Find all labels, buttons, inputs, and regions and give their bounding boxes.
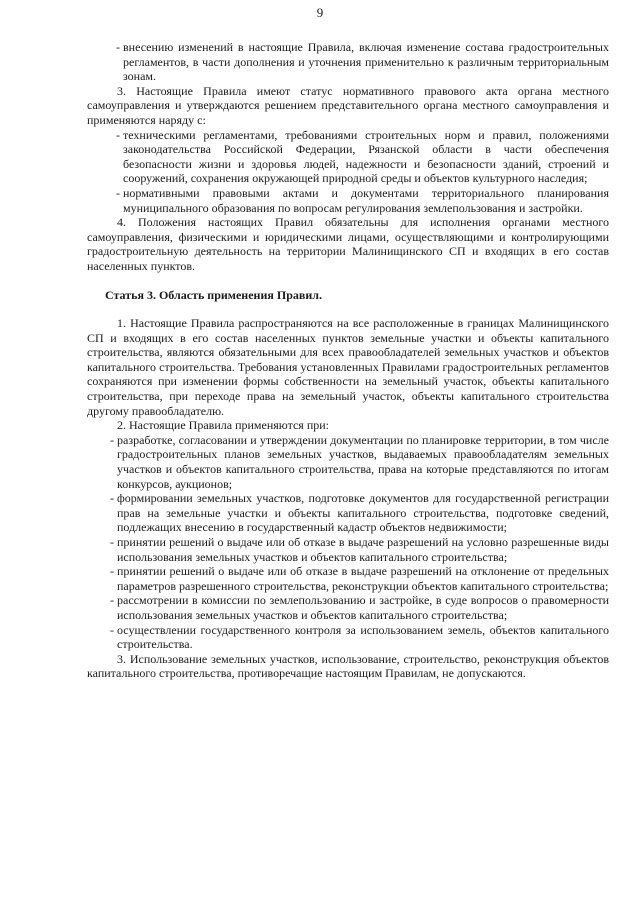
list-item: - формировании земельных участков, подготовке документов для государственной регистрации прав на земельные участки и объекты капитального строительства, подготовке сведений, подлежащих внесению в государственный кадастр объектов недвижимости; xyxy=(87,491,609,535)
list-item: - разработке, согласовании и утверждении документации по планировке территории, в том числе градостроительных планов земельных участков, выдаваемых правообладателям земельных участков и объектов капитального строительства, права на которые представляются по итогам конкурсов, аукционов; xyxy=(87,433,609,491)
list-item: - рассмотрении в комиссии по землепользованию и застройке, в суде вопросов о правомерности использования земельных участков и объектов капитального строительства; xyxy=(87,593,609,622)
list-item: - принятии решений о выдаче или об отказе в выдаче разрешений на условно разрешенные виды использования земельных участков и объектов капитального строительства; xyxy=(87,535,609,564)
paragraph: 3. Настоящие Правила имеют статус нормативного правового акта органа местного самоуправления и утверждаются решением представительного органа местного самоуправления и применяются наряду с: xyxy=(87,83,609,127)
paragraph: 2. Настоящие Правила применяются при: xyxy=(117,418,330,433)
list-item: - нормативными правовыми актами и документами территориального планирования муниципального образования по вопросам регулирования землепользования и застройки. xyxy=(87,186,609,215)
list-item: - принятии решений о выдаче или об отказе в выдаче разрешений на отклонение от предельных параметров разрешенного строительства, реконструкции объектов капитального строительства; xyxy=(87,564,609,593)
list-item: - внесению изменений в настоящие Правила, включая изменение состава градостроительных регламентов, в части дополнения и уточнения применительно к различным территориальным зонам. xyxy=(87,40,609,84)
paragraph: 1. Настоящие Правила распространяются на все расположенные в границах Малинищинского СП и входящих в его состав населенных пунктов земельные участки и объекты капитального строительства, являются обязательными для всех правообладателей земельных участков и объектов капитального строительства. Требования установленных Правилами градостроительных регламентов сохраняются при изменении формы собственности на земельный участок, объекты капитального строительства, при переходе права на земельный участок, объекты капитального строительства другому правообладателю. xyxy=(87,316,609,418)
paragraph: 4. Положения настоящих Правил обязательны для исполнения органами местного самоуправления, физическими и юридическими лицами, осуществляющими и контролирующими градостроительную деятельность на территории Малинищинского СП и входящих в его состав населенных пунктов. xyxy=(87,215,609,273)
list-item: - техническими регламентами, требованиями строительных норм и правил, положениями законодательства Российской Федерации, Рязанской области в части обеспечения безопасности жизни и здоровья людей, надежности и безопасности зданий, строений и сооружений, сохранения окружающей природной среды и объектов культурного наследия; xyxy=(87,128,609,186)
list-item: - осуществлении государственного контроля за использованием земель, объектов капитального строительства. xyxy=(87,623,609,652)
page-number: 9 xyxy=(316,5,324,20)
paragraph: 3. Использование земельных участков, использование, строительство, реконструкция объектов капитального строительства, противоречащие настоящим Правилам, не допускаются. xyxy=(87,651,609,681)
document-body xyxy=(87,40,609,681)
section-heading: Статья 3. Область применения Правил. xyxy=(105,287,323,302)
